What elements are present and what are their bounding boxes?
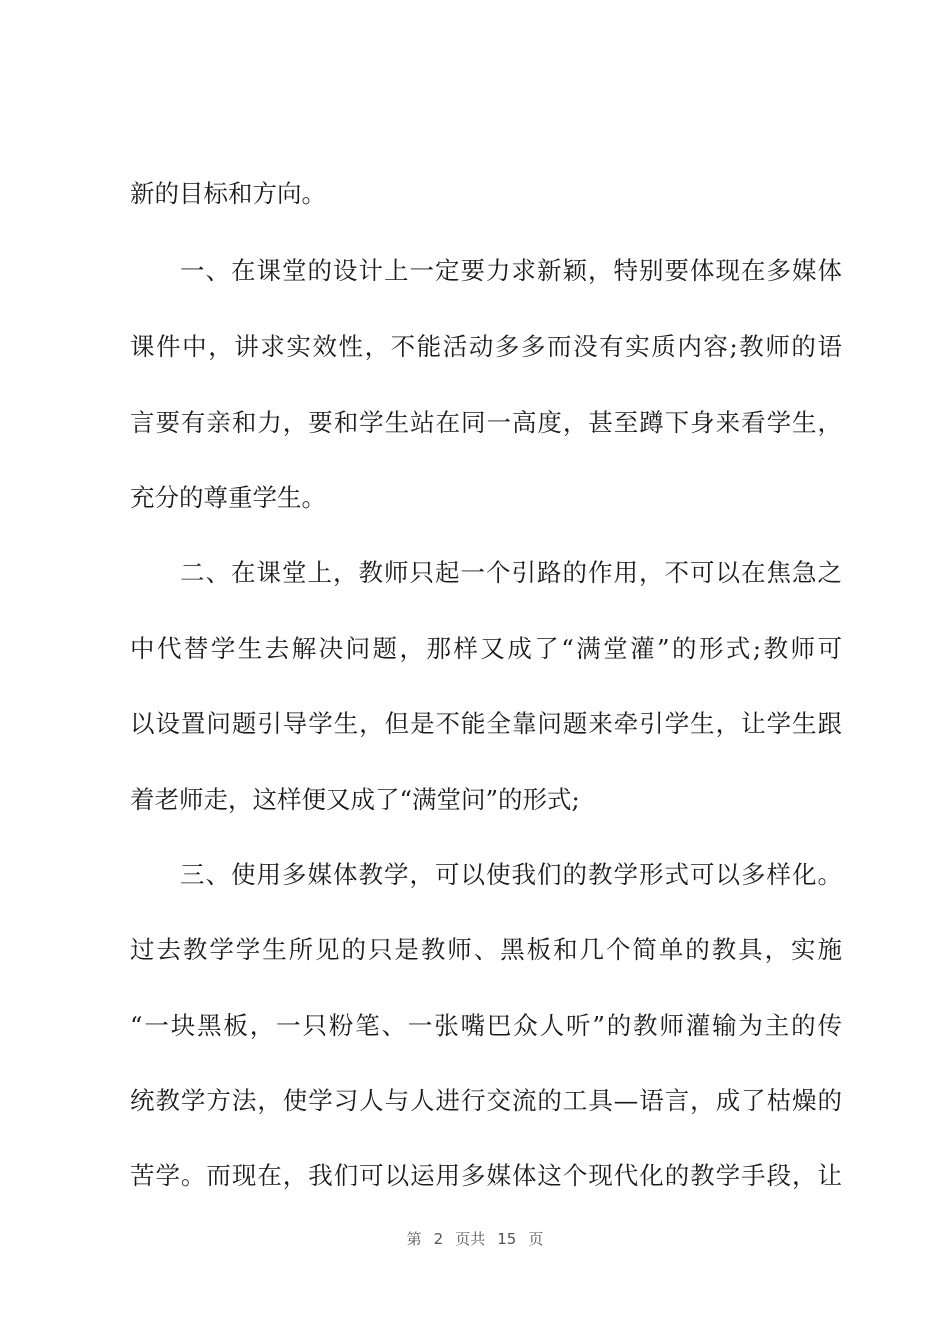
text-line: 充分的尊重学生。 xyxy=(130,483,326,512)
page-label-suffix: 页 xyxy=(528,1230,544,1248)
text-line: 课件中，讲求实效性，不能活动多多而没有实质内容;教师的语 xyxy=(130,332,842,361)
text-line: 苦学。而现在，我们可以运用多媒体这个现代化的教学手段，让 xyxy=(130,1161,842,1190)
text-line: 过去教学学生所见的只是教师、黑板和几个简单的教具，实施 xyxy=(130,935,842,964)
paragraph-3-line-1: 三、使用多媒体教学，可以使我们的教学形式可以多样化。 xyxy=(180,860,842,889)
text-line: 中代替学生去解决问题，那样又成了“满堂灌”的形式;教师可 xyxy=(130,634,842,663)
paragraph-2-line-1: 二、在课堂上，教师只起一个引路的作用，不可以在焦急之 xyxy=(180,558,842,587)
total-pages-number: 15 xyxy=(497,1230,517,1248)
paragraph-1-line-1: 一、在课堂的设计上一定要力求新颖，特别要体现在多媒体 xyxy=(180,256,842,285)
page-label-middle: 页共 xyxy=(455,1230,486,1248)
text-line: 统教学方法，使学习人与人进行交流的工具—语言，成了枯燥的 xyxy=(130,1086,842,1115)
text-line: 着老师走，这样便又成了“满堂问”的形式; xyxy=(130,785,580,814)
text-line: 言要有亲和力，要和学生站在同一高度，甚至蹲下身来看学生， xyxy=(130,408,842,437)
text-line: 新的目标和方向。 xyxy=(130,179,326,208)
text-line: 以设置问题引导学生，但是不能全靠问题来牵引学生，让学生跟 xyxy=(130,709,842,738)
page-label-prefix: 第 xyxy=(406,1230,422,1248)
text-line: “一块黑板，一只粉笔、一张嘴巴众人听”的教师灌输为主的传 xyxy=(130,1011,842,1040)
page-footer xyxy=(0,1228,950,1249)
current-page-number: 2 xyxy=(433,1230,444,1248)
